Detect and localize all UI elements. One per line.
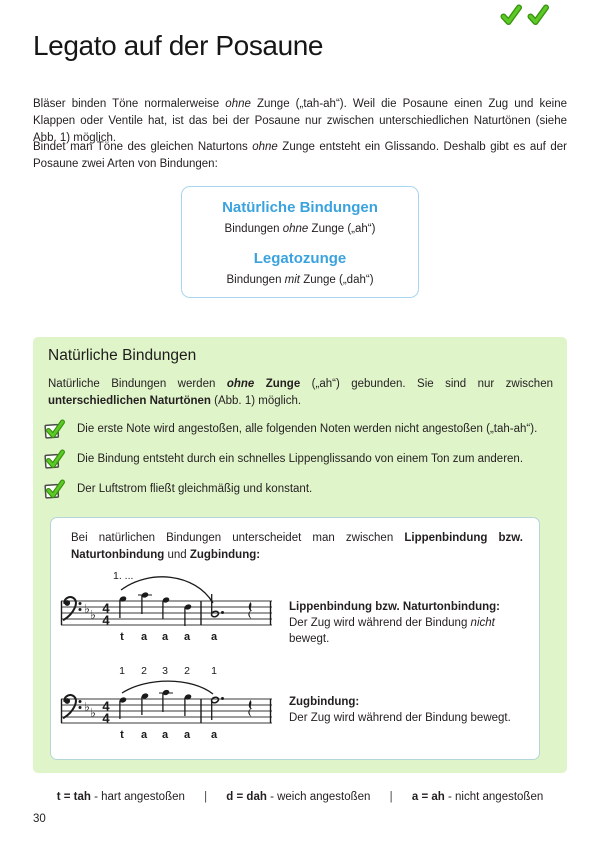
intro-paragraph-2: Bindet man Töne des gleichen Naturtons ohne Zunge entsteht ein Glissando. Deshalb gibt es auf der Posaune zwei Arten von Bindungen: [33, 140, 567, 170]
time-signature-upper: 4 [102, 698, 110, 714]
bullet-item [44, 419, 559, 440]
time-signature-lower: 4 [102, 612, 110, 628]
flat-sign: ♭ [84, 602, 90, 616]
overview-sub-legato: Bindungen mit Zunge („dah“) [226, 274, 374, 286]
legend-key: a = ah [411, 791, 445, 803]
music-check-icon [500, 4, 522, 26]
quarter-rest [248, 602, 252, 619]
time-signature-upper: 4 [102, 600, 110, 616]
overview-box [181, 186, 419, 298]
checkbox-check-icon [44, 449, 65, 470]
slide-slur-desc: Der Zug wird während der Bindung bewegt. [289, 712, 511, 724]
flat-sign: ♭ [84, 700, 90, 714]
page-title: Legato auf der Posaune [33, 30, 324, 61]
legend-key: t = tah [56, 791, 91, 803]
legend-separator: | [204, 791, 208, 803]
lip-slur-title: Lippenbindung bzw. Naturtonbindung: [289, 601, 500, 613]
checkbox-check-icon [44, 479, 65, 500]
infobox-intro: Bei natürlichen Bindungen unterscheidet man zwischen Lippenbindung bzw. Naturtonbindung und Zugbindung: [71, 532, 524, 561]
flat-sign: ♭ [90, 706, 96, 720]
slide-slur-title: Zugbindung: [289, 696, 360, 708]
bullet-item [44, 449, 559, 470]
flat-sign: ♭ [90, 608, 96, 622]
notes [119, 689, 224, 720]
overview-heading-natural: Natürliche Bindungen [222, 199, 378, 216]
overview-heading-legato: Legatozunge [253, 250, 347, 267]
legend-key: d = dah [226, 791, 267, 803]
articulation-legend [0, 791, 600, 803]
bullet-text: Der Luftstrom fließt gleichmäßig und konstant. [77, 483, 313, 495]
legend-desc: - nicht angestoßen [448, 791, 544, 803]
time-signature-lower: 4 [102, 710, 110, 726]
bullet-item [44, 479, 559, 500]
slide-slur-label [289, 694, 534, 726]
lip-slur-desc: Der Zug wird während der Bindung nicht bewegt. [289, 617, 495, 645]
lip-slur-label [289, 599, 534, 647]
music-check-icon [527, 4, 549, 26]
legend-separator: | [389, 791, 393, 803]
legend-desc: - weich angestoßen [270, 791, 371, 803]
bass-clef-icon [64, 597, 82, 620]
overview-sub-natural: Bindungen ohne Zunge („ah“) [224, 223, 376, 235]
natural-bindings-panel [33, 337, 567, 773]
volta-marker: 1. ... [113, 570, 134, 582]
intro-paragraph-1: Bläser binden Töne normalerweise ohne Zunge („tah-ah“). Weil die Posaune einen Zug und keine Klappen oder Ventile hat, ist das bei der Posaune nur zwischen unterschiedlichen Naturtönen (siehe Abb. 1) möglich. [33, 97, 567, 144]
legend-desc: - hart angestoßen [94, 791, 185, 803]
checkbox-check-icon [44, 419, 65, 440]
music-staff-lip-slur: ♭ ♭ 4 4 t a a a a [59, 567, 274, 647]
bullet-text: Die erste Note wird angestoßen, alle folgenden Noten werden nicht angestoßen („tah-ah“). [77, 423, 538, 435]
notation-info-box [50, 517, 540, 760]
panel-intro: Natürliche Bindungen werden ohne Zunge („ah“) gebunden. Sie sind nur zwischen unterschiedlichen Naturtönen (Abb. 1) möglich. [48, 378, 553, 407]
panel-heading: Natürliche Bindungen [48, 347, 197, 364]
brand-logo [500, 4, 549, 26]
bass-clef-icon [64, 695, 82, 718]
quarter-rest [248, 700, 252, 717]
page-number: 30 [33, 813, 46, 825]
bullet-text: Die Bindung entsteht durch ein schnelles Lippenglissando von einem Ton zum anderen. [77, 453, 524, 465]
music-staff-slide-slur: 1 2 3 2 1 ♭ ♭ 4 4 t a a a a [59, 665, 274, 745]
